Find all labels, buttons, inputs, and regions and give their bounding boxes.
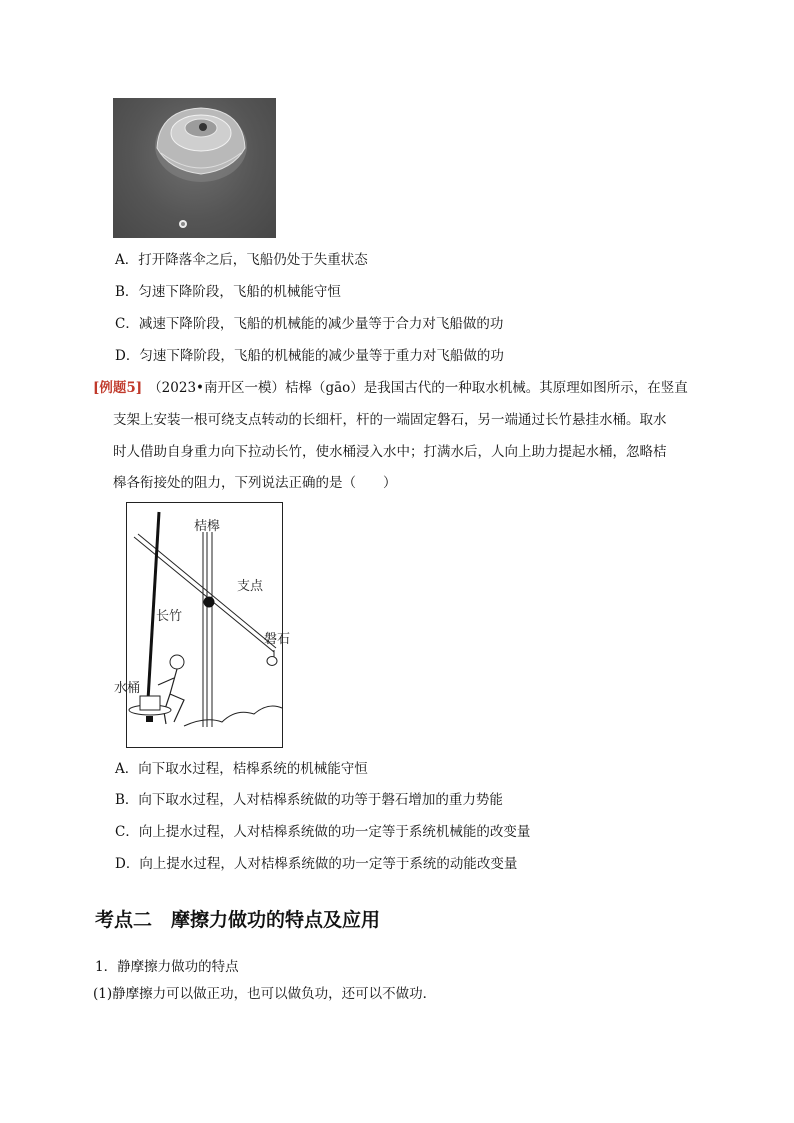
q5-option-d: D．向上提水过程，人对桔槔系统做的功一定等于系统的动能改变量: [115, 856, 518, 872]
q4-option-a: A．打开降落伞之后，飞船仍处于失重状态: [115, 252, 368, 268]
jiegao-diagram: [114, 502, 291, 748]
q4-option-d: D．匀速下降阶段，飞船的机械能的减少量等于重力对飞船做的功: [115, 348, 504, 364]
q5-text-1: （2023•南开区一模）桔槔（gāo）是我国古代的一种取水机械。其原理如图所示，在竖直: [148, 380, 688, 396]
q5-stem-line-2: 支架上安装一根可绕支点转动的长细杆，杆的一端固定磐石，另一端通过长竹悬挂水桶。取水: [113, 412, 667, 428]
q5-stem-line-3: 时人借助自身重力向下拉动长竹，使水桶浸入水中；打满水后，人向上助力提起水桶，忽略桔: [113, 444, 667, 460]
label-pivot: 支点: [237, 579, 264, 594]
water-bucket: [140, 696, 160, 710]
q5-option-c: C．向上提水过程，人对桔槔系统做的功一定等于系统机械能的改变量: [115, 824, 531, 840]
section-item-1-sub: (1)静摩擦力可以做正功，也可以做负功，还可以不做功．: [93, 986, 437, 1002]
label-jiegao: 桔槔: [194, 519, 221, 534]
label-bamboo: 长竹: [156, 609, 183, 624]
q4-option-c: C．减速下降阶段，飞船的机械能的减少量等于合力对飞船做的功: [115, 316, 504, 332]
q5-stem-line-1: [93, 379, 688, 397]
q5-stem-line-4: 槔各衔接处的阻力，下列说法正确的是（ ）: [113, 475, 397, 491]
parachute-photo: [113, 98, 276, 238]
q5-option-a: A．向下取水过程，桔槔系统的机械能守恒: [115, 761, 368, 777]
label-stone: 磐石: [264, 632, 291, 647]
person-head: [170, 655, 184, 669]
q5-option-b: B．向下取水过程，人对桔槔系统做的功等于磐石增加的重力势能: [115, 792, 503, 808]
pivot-point: [204, 597, 215, 608]
stone: [267, 657, 277, 666]
label-bucket: 水桶: [114, 681, 141, 696]
q5-tag: [例题5]: [93, 380, 143, 396]
bucket-base: [146, 716, 153, 722]
section-title: 考点二 摩擦力做功的特点及应用: [95, 909, 381, 931]
parachute-graphic: [113, 98, 276, 238]
q4-option-b: B．匀速下降阶段，飞船的机械能守恒: [115, 284, 341, 300]
section-item-1: 1．静摩擦力做功的特点: [95, 959, 239, 975]
